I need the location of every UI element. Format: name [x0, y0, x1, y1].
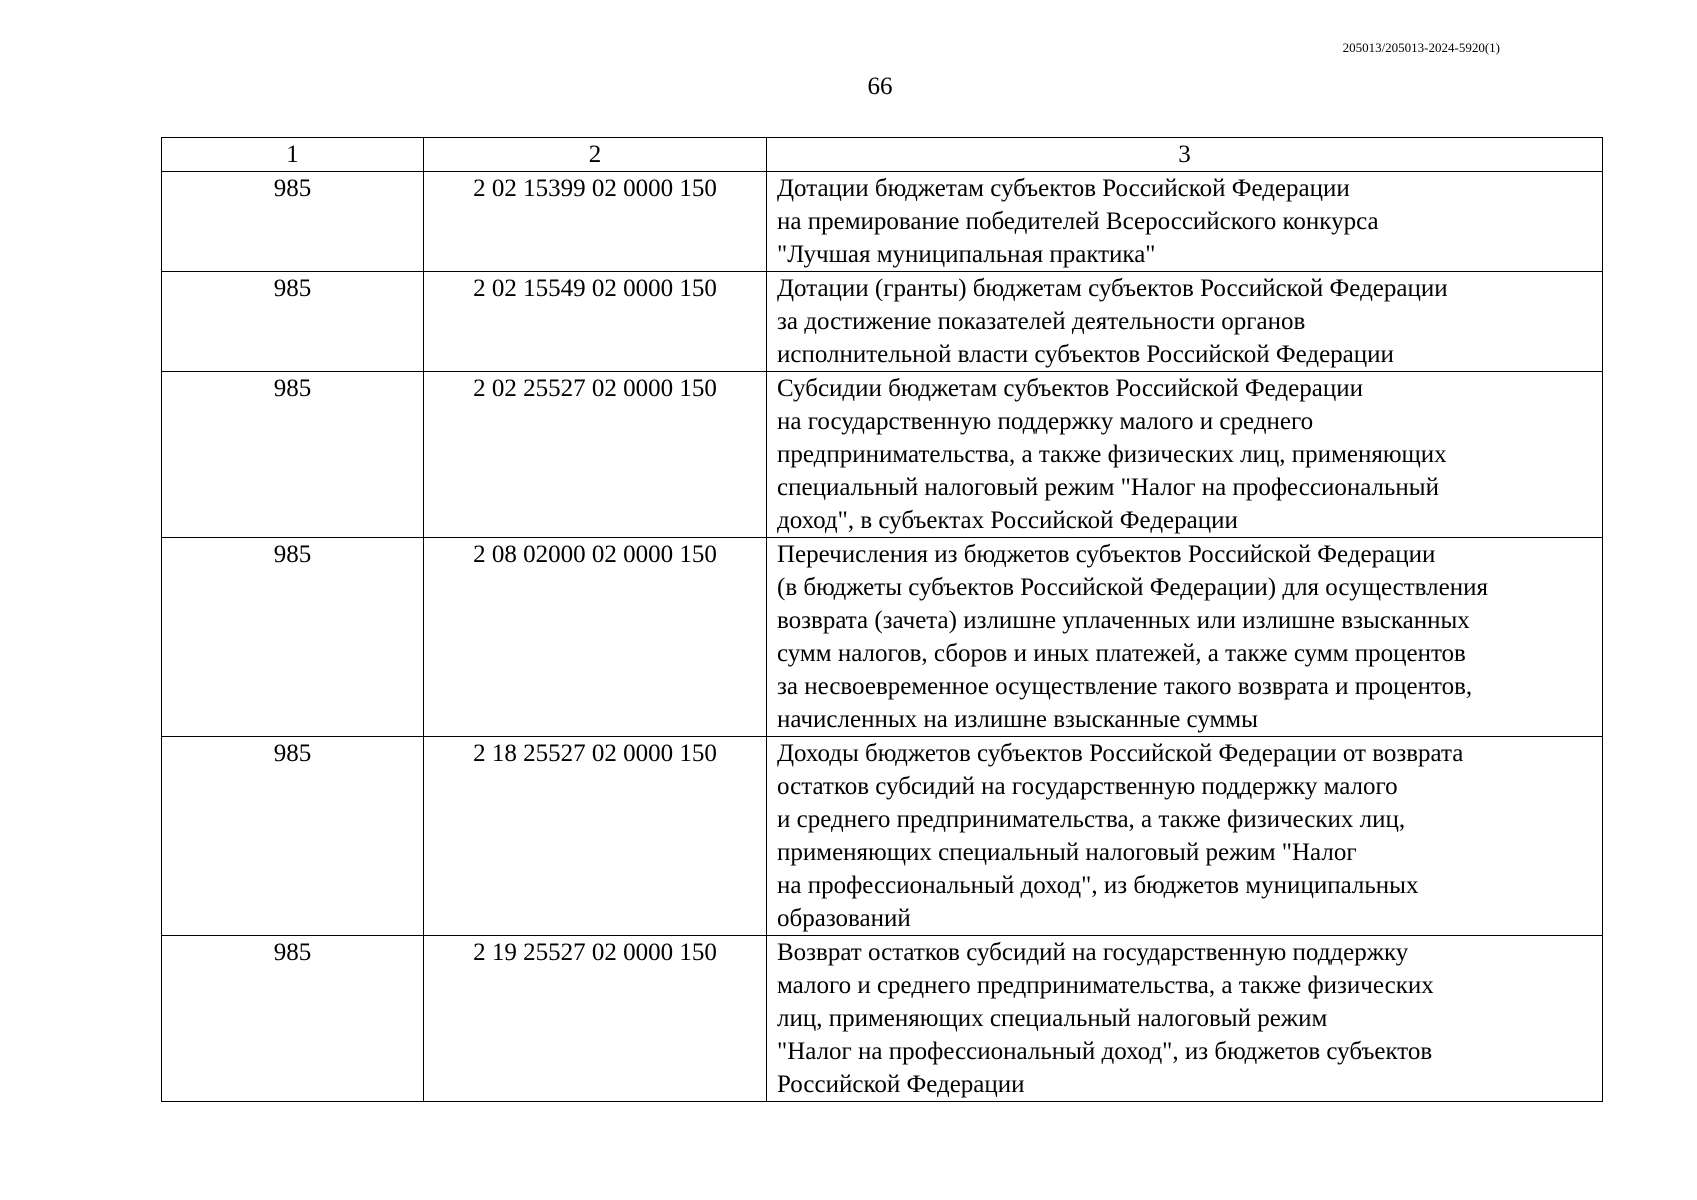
- budget-code-cell: 2 02 15399 02 0000 150: [424, 172, 767, 272]
- description-line: на государственную поддержку малого и среднего: [777, 408, 1314, 435]
- description-line: Возврат остатков субсидий на государственную поддержку: [777, 939, 1409, 966]
- table-row: [162, 272, 1603, 372]
- description-line: малого и среднего предпринимательства, а также физических: [777, 972, 1434, 999]
- column-header-3: 3: [767, 138, 1603, 172]
- description-line: Дотации бюджетам субъектов Российской Федерации: [777, 175, 1350, 202]
- table-row: [162, 172, 1603, 272]
- description-cell: [767, 737, 1603, 936]
- budget-code-cell: 2 08 02000 02 0000 150: [424, 538, 767, 737]
- admin-code-cell: 985: [162, 172, 424, 272]
- table-body: [162, 138, 1603, 1102]
- description-line: "Налог на профессиональный доход", из бюджетов субъектов: [777, 1038, 1433, 1065]
- description-line: образований: [777, 905, 911, 932]
- description-line: остатков субсидий на государственную поддержку малого: [777, 773, 1398, 800]
- description-line: лиц, применяющих специальный налоговый режим: [777, 1005, 1328, 1032]
- admin-code-cell: 985: [162, 272, 424, 372]
- description-line: возврата (зачета) излишне уплаченных или излишне взысканных: [777, 607, 1470, 634]
- description-line: за достижение показателей деятельности органов: [777, 308, 1306, 335]
- column-header-1: 1: [162, 138, 424, 172]
- description-line: специальный налоговый режим "Налог на профессиональный: [777, 474, 1439, 501]
- description-cell: [767, 538, 1603, 737]
- description-line: исполнительной власти субъектов Российской Федерации: [777, 341, 1394, 368]
- admin-code-cell: 985: [162, 538, 424, 737]
- table-row: [162, 737, 1603, 936]
- admin-code-cell: 985: [162, 936, 424, 1102]
- description-line: применяющих специальный налоговый режим "Налог: [777, 839, 1357, 866]
- description-line: Перечисления из бюджетов субъектов Российской Федерации: [777, 541, 1436, 568]
- description-line: "Лучшая муниципальная практика": [777, 241, 1156, 268]
- description-line: Субсидии бюджетам субъектов Российской Федерации: [777, 375, 1363, 402]
- description-line: Дотации (гранты) бюджетам субъектов Российской Федерации: [777, 275, 1448, 302]
- table-header-row: [162, 138, 1603, 172]
- budget-code-cell: 2 19 25527 02 0000 150: [424, 936, 767, 1102]
- description-line: на профессиональный доход", из бюджетов муниципальных: [777, 872, 1419, 899]
- description-line: сумм налогов, сборов и иных платежей, а также сумм процентов: [777, 640, 1466, 667]
- description-line: за несвоевременное осуществление такого возврата и процентов,: [777, 673, 1473, 700]
- description-cell: [767, 272, 1603, 372]
- budget-code-cell: 2 02 15549 02 0000 150: [424, 272, 767, 372]
- table-row: [162, 538, 1603, 737]
- description-line: (в бюджеты субъектов Российской Федерации) для осуществления: [777, 574, 1488, 601]
- description-line: Российской Федерации: [777, 1071, 1025, 1098]
- description-line: начисленных на излишне взысканные суммы: [777, 706, 1258, 733]
- admin-code-cell: 985: [162, 737, 424, 936]
- column-header-2: 2: [424, 138, 767, 172]
- document-id: 205013/205013-2024-5920(1): [1342, 40, 1500, 55]
- budget-code-cell: 2 02 25527 02 0000 150: [424, 372, 767, 538]
- description-line: и среднего предпринимательства, а также физических лиц,: [777, 806, 1406, 833]
- description-line: предпринимательства, а также физических лиц, применяющих: [777, 441, 1447, 468]
- description-line: Доходы бюджетов субъектов Российской Федерации от возврата: [777, 740, 1464, 767]
- table-row: [162, 372, 1603, 538]
- description-cell: [767, 936, 1603, 1102]
- budget-codes-table: [161, 137, 1603, 1102]
- description-line: доход", в субъектах Российской Федерации: [777, 507, 1238, 534]
- description-cell: [767, 172, 1603, 272]
- table-row: [162, 936, 1603, 1102]
- admin-code-cell: 985: [162, 372, 424, 538]
- page-number: 66: [867, 73, 893, 100]
- budget-code-cell: 2 18 25527 02 0000 150: [424, 737, 767, 936]
- description-line: на премирование победителей Всероссийского конкурса: [777, 208, 1379, 235]
- description-cell: [767, 372, 1603, 538]
